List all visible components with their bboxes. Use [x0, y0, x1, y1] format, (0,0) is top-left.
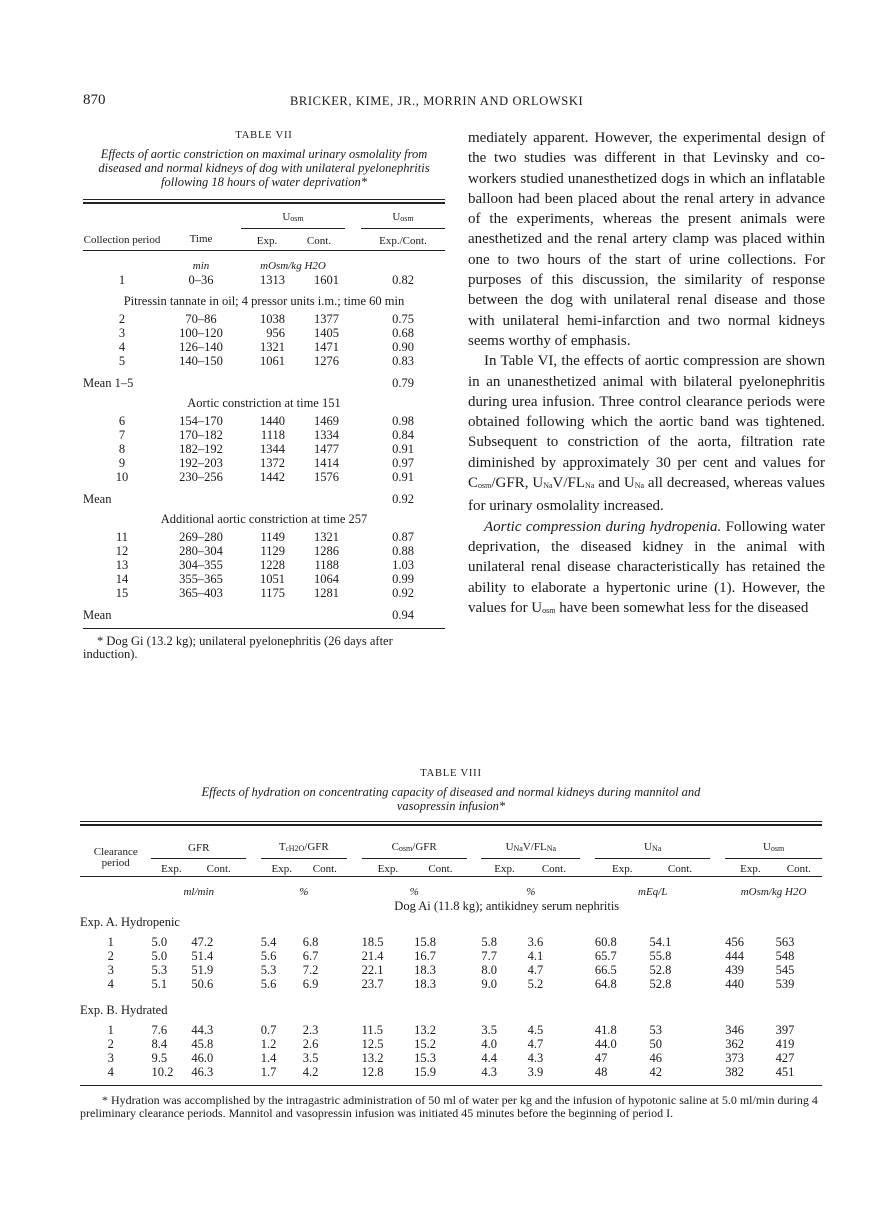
table-row — [83, 544, 445, 558]
cell-value: 11.5 — [361, 1023, 384, 1037]
mean-label: Mean — [83, 607, 112, 622]
cell-value: 41.8 — [594, 1023, 617, 1037]
cell-cont: 1334 — [314, 427, 339, 442]
cell-time: 126–140 — [179, 339, 223, 354]
col-exp: Exp. — [256, 234, 278, 247]
cell-value: 51.4 — [191, 949, 214, 963]
cell-period: 1 — [118, 272, 126, 287]
cell-value: 53 — [649, 1023, 663, 1037]
cell-value: 21.4 — [361, 949, 384, 963]
table-8 — [80, 768, 822, 1120]
table-row — [83, 428, 445, 442]
paragraph: mediately apparent. However, the experimental design of the two studies was different in that Levinsky and co-workers studied unanesthetized dogs in which an inflatable balloon had been placed about the renal artery in advance of the experiments, whereas the present animals were anesthetized and the renal artery clamp was placed within one to two hours of the start of urine collections. For purposes of this discussion, the similarity of response between the dog with unilateral renal disease and those with unilateral hemi-infarction and two normal kidneys seems worthy of emphasis. — [468, 130, 825, 349]
cell-time: 355–365 — [179, 571, 223, 586]
table-8-grid — [80, 840, 822, 1079]
cell-time: 140–150 — [179, 353, 223, 368]
cell-cont: 1321 — [314, 529, 339, 544]
cell-value: 5.4 — [260, 935, 277, 949]
col-cont: Cont. — [206, 863, 231, 875]
cell-value: 52.8 — [649, 963, 672, 977]
table-bottom-rule — [83, 628, 445, 629]
unit-label: mEq/L — [638, 886, 668, 898]
cell-period: 7 — [118, 427, 126, 442]
table-row — [80, 935, 822, 949]
cell-value: 4.4 — [481, 1051, 498, 1065]
cell-exp: 1118 — [260, 427, 285, 442]
cell-value: 15.3 — [414, 1051, 437, 1065]
table-row — [83, 572, 445, 586]
cell-value: 47.2 — [191, 935, 214, 949]
cell-value: 65.7 — [594, 949, 617, 963]
cell-period: 8 — [118, 441, 126, 456]
cell-value: 13.2 — [361, 1051, 384, 1065]
cell-period: 6 — [118, 413, 126, 428]
cell-value: 4.7 — [527, 1037, 544, 1051]
cell-value: 2.3 — [302, 1023, 319, 1037]
cell-cont: 1377 — [314, 311, 339, 326]
body-text-column — [468, 128, 825, 621]
cell-value: 46 — [649, 1051, 663, 1065]
table-row — [83, 442, 445, 456]
cell-exp: 1442 — [260, 469, 285, 484]
col-clearance-period: Clearance period — [93, 846, 138, 869]
col-cont: Cont. — [306, 234, 332, 247]
cell-time: 70–86 — [185, 311, 217, 326]
cell-value: 7.6 — [151, 1023, 168, 1037]
cell-period: 2 — [107, 949, 114, 963]
cell-exp: 1372 — [260, 455, 285, 470]
cell-value: 7.7 — [481, 949, 498, 963]
table-7-footnote: * Dog Gi (13.2 kg); unilateral pyelonephritis (26 days after induction). — [83, 633, 393, 661]
cell-exp: 1129 — [260, 543, 285, 558]
cell-ratio: 0.90 — [392, 339, 414, 354]
table-row — [80, 1023, 822, 1037]
cell-value: 6.8 — [302, 935, 319, 949]
cell-value: 47 — [594, 1051, 608, 1065]
col-group-header: GFR — [151, 840, 246, 859]
cell-value: 6.7 — [302, 949, 319, 963]
cell-value: 44.3 — [191, 1023, 214, 1037]
col-exp: Exp. — [377, 863, 399, 875]
cell-exp: 1228 — [260, 557, 285, 572]
cell-exp: 1321 — [260, 339, 285, 354]
cell-value: 382 — [725, 1065, 744, 1079]
cell-value: 9.0 — [481, 977, 498, 991]
cell-value: 5.6 — [260, 977, 277, 991]
cell-exp: 1061 — [260, 353, 285, 368]
table-bottom-rule — [80, 1085, 822, 1086]
cell-ratio: 1.03 — [392, 557, 414, 572]
mean-value: 0.94 — [392, 607, 414, 622]
cell-value: 9.5 — [151, 1051, 168, 1065]
col-group-header: UNaV/FLNa — [481, 840, 580, 859]
cell-value: 7.2 — [302, 963, 319, 977]
cell-value: 55.8 — [649, 949, 672, 963]
cell-value: 397 — [775, 1023, 795, 1037]
cell-exp: 1038 — [260, 311, 285, 326]
cell-exp: 1175 — [260, 585, 285, 600]
cell-value: 4.1 — [527, 949, 544, 963]
cell-period: 14 — [115, 571, 129, 586]
running-head: BRICKER, KIME, JR., MORRIN AND ORLOWSKI — [290, 94, 584, 108]
cell-ratio: 0.83 — [392, 353, 414, 368]
cell-value: 15.2 — [414, 1037, 437, 1051]
col-exp: Exp. — [611, 863, 633, 875]
cell-value: 45.8 — [191, 1037, 214, 1051]
cell-period: 4 — [107, 977, 114, 991]
col-collection-period: Collection period — [83, 233, 161, 246]
cell-cont: 1471 — [314, 339, 339, 354]
cell-ratio: 0.91 — [392, 441, 414, 456]
cell-value: 4.3 — [527, 1051, 544, 1065]
mean-value: 0.92 — [392, 491, 414, 506]
cell-value: 4.7 — [527, 963, 544, 977]
cell-value: 4.3 — [481, 1065, 498, 1079]
cell-value: 15.8 — [414, 935, 437, 949]
cell-period: 5 — [118, 353, 126, 368]
cell-value: 5.0 — [151, 935, 168, 949]
cell-value: 563 — [775, 935, 795, 949]
cell-value: 54.1 — [649, 935, 672, 949]
cell-value: 5.8 — [481, 935, 498, 949]
cell-value: 46.3 — [191, 1065, 214, 1079]
cell-time: 0–36 — [188, 272, 214, 287]
table-top-rule — [83, 199, 445, 204]
cell-value: 3.6 — [527, 935, 544, 949]
cell-value: 8.4 — [151, 1037, 168, 1051]
paragraph: Aortic compression during hydropenia. Following water deprivation, the diseased kidney in the animal with unilateral renal disease characteristically has retained the ability to elaborate a hypertonic urine (1). However, the values for Uosm have been somewhat less for the diseased — [468, 518, 825, 616]
col-exp: Exp. — [740, 863, 761, 875]
table-7-note: Aortic constriction at time 151 — [187, 395, 341, 410]
cell-value: 12.8 — [361, 1065, 384, 1079]
col-group-header: UNa — [595, 840, 711, 859]
cell-value: 3.5 — [481, 1023, 498, 1037]
cell-period: 3 — [118, 325, 126, 340]
cell-value: 60.8 — [594, 935, 617, 949]
table-row — [83, 470, 445, 484]
col-cont: Cont. — [428, 863, 453, 875]
cell-time: 154–170 — [179, 413, 223, 428]
cell-cont: 1469 — [314, 413, 339, 428]
table-row — [83, 530, 445, 544]
cell-ratio: 0.99 — [392, 571, 414, 586]
cell-period: 3 — [107, 1051, 114, 1065]
table-top-rule — [80, 821, 822, 826]
cell-ratio: 0.82 — [392, 272, 414, 287]
cell-value: 539 — [775, 977, 795, 991]
cell-value: 6.9 — [302, 977, 319, 991]
cell-period: 12 — [115, 543, 129, 558]
table-row — [80, 949, 822, 963]
cell-value: 50.6 — [191, 977, 214, 991]
cell-cont: 1405 — [314, 325, 339, 340]
cell-period: 9 — [118, 455, 126, 470]
cell-value: 51.9 — [191, 963, 214, 977]
col-group-header: Uosm — [725, 840, 822, 859]
cell-value: 3.9 — [527, 1065, 544, 1079]
cell-value: 10.2 — [151, 1065, 174, 1079]
cell-time: 192–203 — [179, 455, 223, 470]
cell-period: 1 — [107, 1023, 114, 1037]
cell-value: 8.0 — [481, 963, 498, 977]
cell-value: 3.5 — [302, 1051, 319, 1065]
cell-value: 48 — [594, 1065, 608, 1079]
table-8-caption: Effects of hydration on concentrating capacity of diseased and normal kidneys during mannitol and vasopressin infusion* — [201, 785, 701, 813]
page-number: 870 — [83, 92, 106, 108]
cell-value: 419 — [775, 1037, 795, 1051]
cell-value: 66.5 — [594, 963, 617, 977]
cell-period: 1 — [107, 935, 114, 949]
cell-value: 5.1 — [151, 977, 168, 991]
table-row — [83, 326, 445, 340]
col-exp: Exp. — [271, 863, 292, 875]
cell-value: 46.0 — [191, 1051, 214, 1065]
col-group-uosm: Uosm — [241, 210, 345, 229]
table-8-footnote: * Hydration was accomplished by the intragastric administration of 50 ml of water per kg and the infusion of hypotonic saline at 5.0 ml/min during 4 preliminary clearance periods. Mannitol and vasopressin infusion was initiated 45 minutes before the beginning of period I. — [80, 1093, 818, 1120]
unit-label: % — [409, 886, 419, 898]
table-row — [80, 963, 822, 977]
cell-value: 5.3 — [260, 963, 277, 977]
table-8-label: TABLE VIII — [420, 768, 482, 779]
cell-ratio: 0.91 — [392, 469, 414, 484]
dog-note: Dog Ai (11.8 kg); antikidney serum nephritis — [394, 899, 620, 913]
cell-value: 439 — [725, 963, 744, 977]
col-group-uosm-ratio: Uosm — [361, 210, 445, 229]
col-exp: Exp. — [494, 863, 515, 875]
cell-value: 5.2 — [527, 977, 544, 991]
cell-period: 4 — [118, 339, 126, 354]
cell-time: 182–192 — [179, 441, 223, 456]
mean-label: Mean — [83, 491, 112, 506]
cell-value: 22.1 — [361, 963, 384, 977]
unit-uosm: mOsm/kg H2O — [260, 259, 326, 272]
col-group-header: $T^cH2O$/GFR — [261, 840, 347, 859]
col-cont: Cont. — [541, 863, 566, 875]
table-row — [80, 1065, 822, 1079]
cell-time: 280–304 — [179, 543, 223, 558]
cell-value: 42 — [649, 1065, 663, 1079]
col-group-header: Cosm/GFR — [362, 840, 467, 859]
col-cont: Cont. — [667, 863, 693, 875]
cell-cont: 1601 — [314, 272, 339, 287]
cell-value: 13.2 — [414, 1023, 437, 1037]
mean-label: Mean 1–5 — [83, 375, 134, 390]
cell-time: 230–256 — [179, 469, 223, 484]
cell-ratio: 0.68 — [392, 325, 414, 340]
cell-value: 1.2 — [260, 1037, 277, 1051]
cell-value: 440 — [725, 977, 744, 991]
table-row — [80, 1051, 822, 1065]
cell-ratio: 0.97 — [392, 455, 414, 470]
cell-period: 2 — [118, 311, 126, 326]
cell-cont: 1414 — [314, 455, 339, 470]
table-7-grid — [83, 210, 445, 628]
cell-cont: 1286 — [314, 543, 339, 558]
cell-period: 4 — [107, 1065, 114, 1079]
table-7-label: TABLE VII — [235, 130, 293, 141]
table-row — [83, 586, 445, 600]
col-time: Time — [189, 232, 213, 245]
cell-period: 10 — [115, 469, 129, 484]
cell-exp: 1051 — [260, 571, 285, 586]
table-row — [83, 354, 445, 368]
cell-value: 427 — [775, 1051, 795, 1065]
cell-value: 52.8 — [649, 977, 672, 991]
table-row — [83, 312, 445, 326]
cell-value: 456 — [725, 935, 744, 949]
table-row — [83, 340, 445, 354]
unit-label: % — [299, 886, 309, 898]
unit-time: min — [192, 259, 210, 272]
cell-value: 1.4 — [260, 1051, 277, 1065]
table-7-note: Pitressin tannate in oil; 4 pressor units i.m.; time 60 min — [123, 293, 405, 308]
cell-value: 1.7 — [260, 1065, 277, 1079]
section-title: Exp. B. Hydrated — [80, 1003, 168, 1017]
cell-value: 18.5 — [361, 935, 384, 949]
cell-value: 5.6 — [260, 949, 277, 963]
col-exp: Exp. — [161, 863, 182, 875]
col-cont: Cont. — [786, 863, 811, 875]
table-7 — [83, 130, 445, 661]
cell-value: 16.7 — [414, 949, 437, 963]
table-7-caption: Effects of aortic constriction on maximal urinary osmolality from diseased and normal kidneys of dog with unilateral pyelonephritis following 18 hours of water deprivation* — [98, 147, 430, 189]
cell-ratio: 0.92 — [392, 585, 414, 600]
cell-time: 170–182 — [179, 427, 223, 442]
unit-label: mOsm/kg H2O — [740, 886, 807, 898]
cell-value: 4.2 — [302, 1065, 319, 1079]
cell-period: 2 — [107, 1037, 114, 1051]
cell-value: 373 — [725, 1051, 744, 1065]
cell-value: 12.5 — [361, 1037, 384, 1051]
col-ratio: Exp./Cont. — [379, 234, 427, 247]
cell-exp: 956 — [266, 325, 285, 340]
cell-time: 100–120 — [179, 325, 223, 340]
cell-cont: 1281 — [314, 585, 339, 600]
table-row — [80, 1037, 822, 1051]
cell-ratio: 0.87 — [392, 529, 414, 544]
cell-cont: 1064 — [314, 571, 339, 586]
cell-ratio: 0.98 — [392, 413, 414, 428]
cell-value: 346 — [725, 1023, 744, 1037]
cell-period: 15 — [115, 585, 129, 600]
cell-value: 15.9 — [414, 1065, 437, 1079]
cell-time: 304–355 — [179, 557, 223, 572]
table-row — [83, 456, 445, 470]
cell-value: 4.0 — [481, 1037, 498, 1051]
cell-time: 365–403 — [179, 585, 223, 600]
table-row — [80, 977, 822, 991]
unit-label: % — [526, 886, 536, 898]
cell-period: 11 — [115, 529, 129, 544]
cell-ratio: 0.84 — [392, 427, 414, 442]
cell-value: 5.0 — [151, 949, 168, 963]
cell-cont: 1477 — [314, 441, 339, 456]
cell-period: 3 — [107, 963, 114, 977]
table-row — [83, 273, 445, 287]
cell-period: 13 — [115, 557, 129, 572]
cell-ratio: 0.88 — [392, 543, 414, 558]
cell-exp: 1344 — [260, 441, 285, 456]
cell-value: 44.0 — [594, 1037, 617, 1051]
section-title: Exp. A. Hydropenic — [80, 915, 180, 929]
table-7-note: Additional aortic constriction at time 257 — [160, 511, 368, 526]
cell-value: 18.3 — [414, 963, 437, 977]
cell-cont: 1188 — [314, 557, 339, 572]
table-row — [83, 558, 445, 572]
paragraph: In Table VI, the effects of aortic compression are shown in an unanesthetized animal with bilateral pyelonephritis during urea infusion. Three control clearance periods were obtained following which the aortic band was tightened. Subsequent to constriction of the aorta, filtration rate diminished by approximately 30 per cent and values for Cosm/GFR, UNaV/FLNa and UNa all decreased, whereas values for urinary osmolality increased. — [468, 353, 825, 515]
cell-cont: 1576 — [314, 469, 339, 484]
cell-value: 4.5 — [527, 1023, 544, 1037]
cell-value: 50 — [649, 1037, 663, 1051]
col-cont: Cont. — [312, 863, 337, 875]
cell-cont: 1276 — [314, 353, 339, 368]
cell-time: 269–280 — [179, 529, 223, 544]
cell-exp: 1440 — [260, 413, 285, 428]
cell-value: 451 — [775, 1065, 795, 1079]
section-heading: Aortic compression during hydropenia. — [484, 518, 722, 535]
cell-value: 23.7 — [361, 977, 384, 991]
cell-value: 2.6 — [302, 1037, 319, 1051]
cell-exp: 1313 — [260, 272, 285, 287]
cell-value: 0.7 — [260, 1023, 277, 1037]
cell-value: 548 — [775, 949, 795, 963]
cell-value: 444 — [725, 949, 744, 963]
cell-exp: 1149 — [260, 529, 285, 544]
cell-value: 362 — [725, 1037, 744, 1051]
cell-ratio: 0.75 — [392, 311, 414, 326]
mean-value: 0.79 — [392, 375, 414, 390]
table-row — [83, 414, 445, 428]
unit-label: ml/min — [183, 886, 215, 898]
cell-value: 5.3 — [151, 963, 168, 977]
cell-value: 18.3 — [414, 977, 437, 991]
cell-value: 64.8 — [594, 977, 617, 991]
cell-value: 545 — [775, 963, 795, 977]
